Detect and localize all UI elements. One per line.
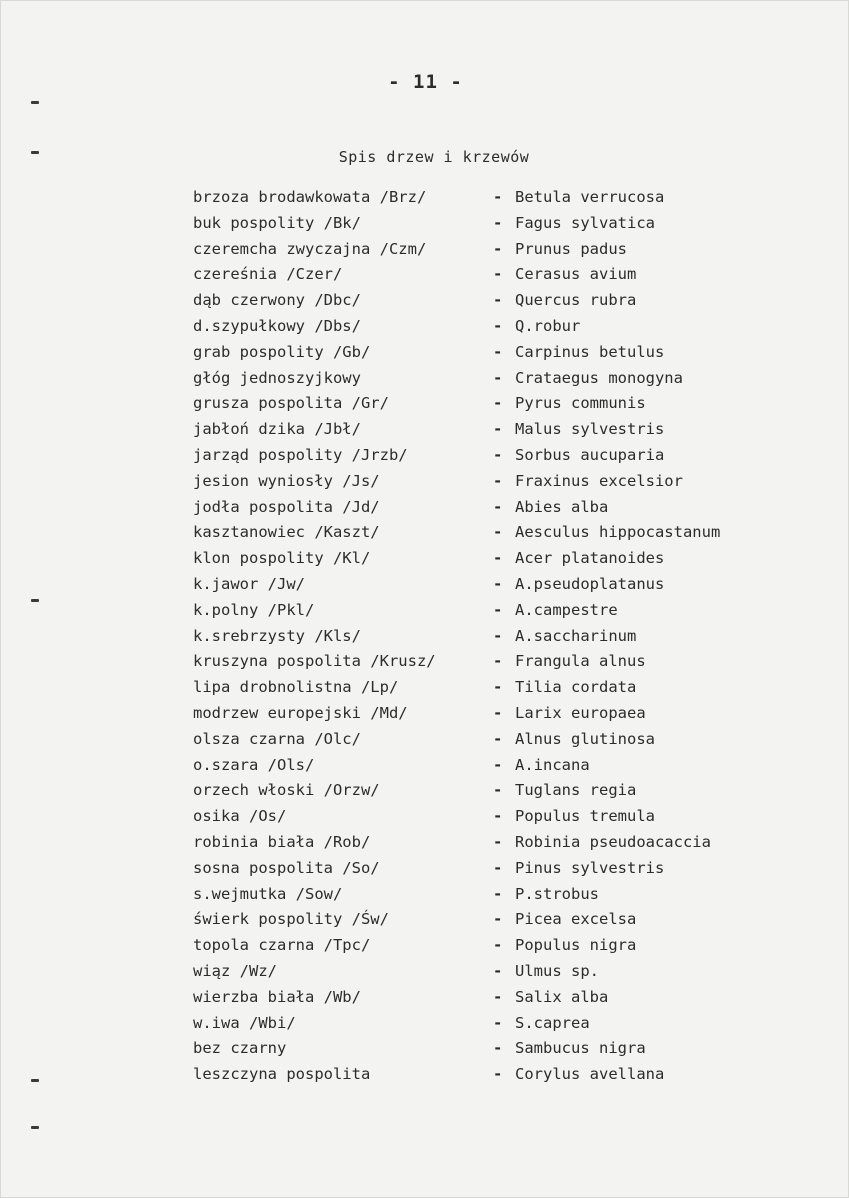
separator-dash: - bbox=[493, 652, 503, 671]
species-entry bbox=[193, 265, 833, 291]
latin-name: Aesculus hippocastanum bbox=[515, 523, 721, 542]
polish-name: bez czarny bbox=[193, 1039, 287, 1058]
species-entry bbox=[193, 962, 833, 988]
polish-name: kasztanowiec /Kaszt/ bbox=[193, 523, 380, 542]
separator-dash: - bbox=[493, 884, 503, 903]
species-entry bbox=[193, 575, 833, 601]
latin-name: Larix europaea bbox=[515, 703, 646, 722]
separator-dash: - bbox=[493, 626, 503, 645]
latin-name: Sorbus aucuparia bbox=[515, 445, 665, 464]
polish-name: grusza pospolita /Gr/ bbox=[193, 394, 389, 413]
separator-dash: - bbox=[493, 600, 503, 619]
separator-dash: - bbox=[493, 729, 503, 748]
species-entry bbox=[193, 369, 833, 395]
latin-name: S.caprea bbox=[515, 1013, 590, 1032]
species-entry bbox=[193, 240, 833, 266]
polish-name: wiąz /Wz/ bbox=[193, 961, 277, 980]
species-entry bbox=[193, 343, 833, 369]
species-entry bbox=[193, 859, 833, 885]
polish-name: s.wejmutka /Sow/ bbox=[193, 884, 343, 903]
polish-name: orzech włoski /Orzw/ bbox=[193, 781, 380, 800]
punch-mark bbox=[31, 599, 39, 602]
species-entry bbox=[193, 291, 833, 317]
species-entry bbox=[193, 936, 833, 962]
polish-name: jabłoń dzika /Jbł/ bbox=[193, 420, 361, 439]
polish-name: topola czarna /Tpc/ bbox=[193, 936, 371, 955]
separator-dash: - bbox=[493, 316, 503, 335]
latin-name: Robinia pseudoacaccia bbox=[515, 832, 711, 851]
latin-name: Carpinus betulus bbox=[515, 342, 665, 361]
polish-name: osika /Os/ bbox=[193, 807, 287, 826]
species-entry bbox=[193, 678, 833, 704]
latin-name: P.strobus bbox=[515, 884, 599, 903]
polish-name: jesion wyniosły /Js/ bbox=[193, 471, 380, 490]
polish-name: k.jawor /Jw/ bbox=[193, 574, 305, 593]
species-entry bbox=[193, 498, 833, 524]
separator-dash: - bbox=[493, 678, 503, 697]
species-entry bbox=[193, 781, 833, 807]
separator-dash: - bbox=[493, 910, 503, 929]
separator-dash: - bbox=[493, 239, 503, 258]
separator-dash: - bbox=[493, 549, 503, 568]
separator-dash: - bbox=[493, 832, 503, 851]
punch-mark bbox=[31, 1126, 39, 1129]
separator-dash: - bbox=[493, 420, 503, 439]
latin-name: Abies alba bbox=[515, 497, 609, 516]
species-entry bbox=[193, 756, 833, 782]
latin-name: Tilia cordata bbox=[515, 678, 637, 697]
polish-name: modrzew europejski /Md/ bbox=[193, 703, 408, 722]
separator-dash: - bbox=[493, 1065, 503, 1084]
latin-name: Populus nigra bbox=[515, 936, 637, 955]
species-entry bbox=[193, 317, 833, 343]
latin-name: Crataegus monogyna bbox=[515, 368, 683, 387]
latin-name: Alnus glutinosa bbox=[515, 729, 655, 748]
species-entry bbox=[193, 1014, 833, 1040]
polish-name: kruszyna pospolita /Krusz/ bbox=[193, 652, 436, 671]
polish-name: w.iwa /Wbi/ bbox=[193, 1013, 296, 1032]
species-entry bbox=[193, 807, 833, 833]
punch-mark bbox=[31, 1079, 39, 1082]
species-entry bbox=[193, 885, 833, 911]
species-entry bbox=[193, 214, 833, 240]
latin-name: Acer platanoides bbox=[515, 549, 665, 568]
polish-name: świerk pospolity /Św/ bbox=[193, 910, 389, 929]
latin-name: Pinus sylvestris bbox=[515, 858, 665, 877]
species-entry bbox=[193, 1039, 833, 1065]
polish-name: jodła pospolita /Jd/ bbox=[193, 497, 380, 516]
polish-name: głóg jednoszyjkowy bbox=[193, 368, 361, 387]
species-entry bbox=[193, 652, 833, 678]
polish-name: wierzba biała /Wb/ bbox=[193, 987, 361, 1006]
polish-name: olsza czarna /Olc/ bbox=[193, 729, 361, 748]
species-entry bbox=[193, 549, 833, 575]
latin-name: Tuglans regia bbox=[515, 781, 637, 800]
species-entry bbox=[193, 446, 833, 472]
latin-name: Picea excelsa bbox=[515, 910, 637, 929]
separator-dash: - bbox=[493, 523, 503, 542]
latin-name: Ulmus sp. bbox=[515, 961, 599, 980]
polish-name: czereśnia /Czer/ bbox=[193, 265, 343, 284]
polish-name: dąb czerwony /Dbc/ bbox=[193, 291, 361, 310]
separator-dash: - bbox=[493, 188, 503, 206]
species-entry bbox=[193, 394, 833, 420]
latin-name: Betula verrucosa bbox=[515, 188, 665, 206]
polish-name: sosna pospolita /So/ bbox=[193, 858, 380, 877]
polish-name: d.szypułkowy /Dbs/ bbox=[193, 316, 361, 335]
latin-name: Pyrus communis bbox=[515, 394, 646, 413]
species-entry bbox=[193, 988, 833, 1014]
separator-dash: - bbox=[493, 781, 503, 800]
separator-dash: - bbox=[493, 936, 503, 955]
species-entry bbox=[193, 730, 833, 756]
separator-dash: - bbox=[493, 703, 503, 722]
species-entry bbox=[193, 420, 833, 446]
page-number: - 11 - bbox=[388, 71, 463, 93]
species-list bbox=[193, 188, 833, 1091]
polish-name: klon pospolity /Kl/ bbox=[193, 549, 371, 568]
polish-name: robinia biała /Rob/ bbox=[193, 832, 371, 851]
latin-name: A.pseudoplatanus bbox=[515, 574, 665, 593]
separator-dash: - bbox=[493, 265, 503, 284]
polish-name: leszczyna pospolita bbox=[193, 1065, 371, 1084]
separator-dash: - bbox=[493, 394, 503, 413]
separator-dash: - bbox=[493, 961, 503, 980]
polish-name: czeremcha zwyczajna /Czm/ bbox=[193, 239, 427, 258]
separator-dash: - bbox=[493, 807, 503, 826]
separator-dash: - bbox=[493, 574, 503, 593]
punch-mark bbox=[31, 101, 39, 104]
species-entry bbox=[193, 472, 833, 498]
separator-dash: - bbox=[493, 291, 503, 310]
separator-dash: - bbox=[493, 1013, 503, 1032]
polish-name: brzoza brodawkowata /Brz/ bbox=[193, 188, 427, 206]
latin-name: Salix alba bbox=[515, 987, 609, 1006]
separator-dash: - bbox=[493, 1039, 503, 1058]
separator-dash: - bbox=[493, 755, 503, 774]
polish-name: o.szara /Ols/ bbox=[193, 755, 315, 774]
separator-dash: - bbox=[493, 987, 503, 1006]
latin-name: A.saccharinum bbox=[515, 626, 637, 645]
species-entry bbox=[193, 1065, 833, 1091]
separator-dash: - bbox=[493, 342, 503, 361]
species-entry bbox=[193, 704, 833, 730]
latin-name: A.campestre bbox=[515, 600, 618, 619]
latin-name: A.incana bbox=[515, 755, 590, 774]
latin-name: Fagus sylvatica bbox=[515, 213, 655, 232]
separator-dash: - bbox=[493, 497, 503, 516]
polish-name: k.polny /Pkl/ bbox=[193, 600, 315, 619]
latin-name: Fraxinus excelsior bbox=[515, 471, 683, 490]
polish-name: lipa drobnolistna /Lp/ bbox=[193, 678, 399, 697]
polish-name: k.srebrzysty /Kls/ bbox=[193, 626, 361, 645]
latin-name: Quercus rubra bbox=[515, 291, 637, 310]
species-entry bbox=[193, 523, 833, 549]
page-title: Spis drzew i krzewów bbox=[338, 148, 530, 166]
latin-name: Q.robur bbox=[515, 316, 581, 335]
latin-name: Malus sylvestris bbox=[515, 420, 665, 439]
separator-dash: - bbox=[493, 368, 503, 387]
species-entry bbox=[193, 601, 833, 627]
separator-dash: - bbox=[493, 445, 503, 464]
species-entry bbox=[193, 627, 833, 653]
latin-name: Cerasus avium bbox=[515, 265, 637, 284]
species-entry bbox=[193, 188, 833, 214]
latin-name: Prunus padus bbox=[515, 239, 627, 258]
species-entry bbox=[193, 910, 833, 936]
separator-dash: - bbox=[493, 858, 503, 877]
polish-name: grab pospolity /Gb/ bbox=[193, 342, 371, 361]
polish-name: buk pospolity /Bk/ bbox=[193, 213, 361, 232]
separator-dash: - bbox=[493, 471, 503, 490]
latin-name: Sambucus nigra bbox=[515, 1039, 646, 1058]
latin-name: Frangula alnus bbox=[515, 652, 646, 671]
latin-name: Populus tremula bbox=[515, 807, 655, 826]
latin-name: Corylus avellana bbox=[515, 1065, 665, 1084]
polish-name: jarząd pospolity /Jrzb/ bbox=[193, 445, 408, 464]
species-entry bbox=[193, 833, 833, 859]
separator-dash: - bbox=[493, 213, 503, 232]
